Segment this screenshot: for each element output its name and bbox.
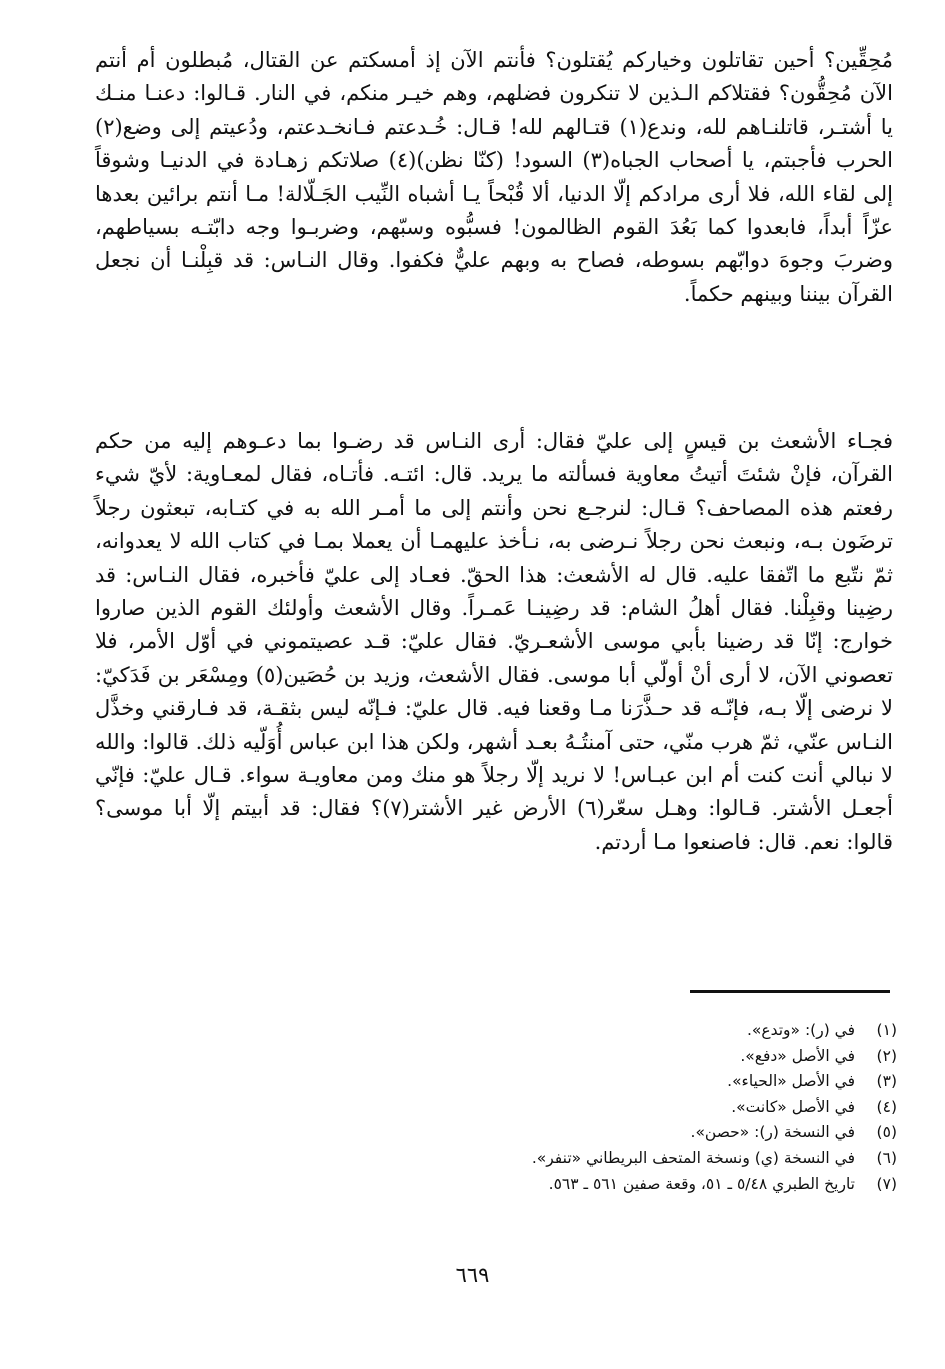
footnote-text: في النسخة (ي) ونسخة المتحف البريطاني «تنفر». — [531, 1148, 855, 1167]
footnote-number: (٧) — [876, 1174, 897, 1193]
footnote-item — [120, 1069, 897, 1095]
footnote-text: في النسخة (ر): «حصن». — [690, 1123, 855, 1142]
body-paragraph-1: مُحِقِّين؟ أحين تقاتلون وخياركم يُقتلون؟ فأنتم الآن إذ أمسكتم عن القتال، مُبطلون أم أنتم الآن مُحِقُّون؟ فقتلاكم الـذين لا تنكرون فضلهم، وهم خيـر منكم، في النار. قـالوا: دعنـا منـك يا أشتـر، قاتلنـاهم لله، وندع(١) قتـالهم لله! قـال: خُـدعتم فـانخـدعتم، ودُعيتم إلى وضع(٢) الحرب فأجبتم، يا أصحاب الجباه(٣) السود! (كنّا نظن)(٤) صلاتكم زهـادة في الدنيـا وشوقاً إلى لقاء الله، فلا أرى مرادكم إلّا الدنيا، ألا قُبْحاً يـا أشباه النِّيب الجَـلّالة! مـا أنتم برائين بعدها عزّاً أبداً، فابعدوا كما بَعُدَ القوم الظالمون! فسبُّوه وسبّهم، وضربـوا وجه دابّتـه بسياطهم، وضربَ وجوهَ دوابّهم بسوطه، فصاح به وبهم عليٌّ فكفوا. وقال النـاس: قد قبِلْنـا أن نجعل القرآن بيننا وبينهم حكماً. — [95, 48, 893, 306]
footnote-list — [120, 1018, 897, 1197]
footnote-text: في الأصل «دفع». — [740, 1046, 855, 1065]
page-number: ٦٦٩ — [455, 1263, 490, 1287]
footnote-separator — [690, 990, 890, 993]
body-paragraph-2: فجـاء الأشعث بن قيسٍ إلى عليّ فقال: أرى النـاس قد رضـوا بما دعـوهم إليه من حكم القرآن، فإنْ شئتَ أتيتُ معاوية فسألته ما يريد. قال: ائتـه. فأتـاه، فقال لمعـاوية: لأيّ شيء رفعتم هذه المصاحف؟ قـال: لنرجـع نحن وأنتم إلى ما أمـر الله به في كتـابه، تبعثون رجلاً ترضَون بـه، ونبعث نحن رجلاً نـرضى به، نـأخذ عليهمـا أن يعملا بمـا في كتاب الله لا يعدوانه، ثمّ نتّبع ما اتّفقا عليه. قال له الأشعث: هذا الحقّ. فعـاد إلى عليّ فأخبره، فقال النـاس: قد رضِينا وقبِلْنا. فقال أهلُ الشام: قد رضِينـا عَمـراً. وقال الأشعث وأولئك القوم الذين صاروا خوارج: إنّا قد رضينا بأبي موسى الأشعـريّ. فقال عليّ: قـد عصيتموني في أوّل الأمر، فلا تعصوني الآن، لا أرى أنْ أولّي أبا موسى. فقال الأشعث، وزيد بن حُصَين(٥) ومِسْعَر بن فَدَكيّ: لا نرضى إلّا بـه، فإنّـه قد حـذَّرَنا مـا وقعنا فيه. قال عليّ: فـإنّه ليس بثقـة، قد فـارقني وخذَّل النـاس عنّي، ثمّ هرب منّي، حتى آمنتُـهُ بعـد أشهر، ولكن هذا ابن عباس أُوَلّيه ذلك. قالوا: والله لا نبالي أنت كنت أم ابن عبـاس! لا نريد إلّا رجلاً هو منك ومن معاويـة سواء. قـال عليّ: فإنّي أجعـل الأشتر. قـالوا: وهـل سعّر(٦) الأرض غير الأشتر(٧)؟ فقال: قد أبيتم إلّا أبا موسى؟ قالوا: نعم. قال: فاصنعوا مـا أردتم. — [95, 429, 893, 854]
footnote-item — [120, 1044, 897, 1070]
footnote-item — [120, 1095, 897, 1121]
footnote-text: في الأصل «كانت». — [731, 1097, 855, 1116]
footnote-number: (١) — [876, 1021, 897, 1039]
footnote-item — [120, 1146, 897, 1172]
footnote-item — [120, 1120, 897, 1146]
footnote-number: (٦) — [876, 1148, 897, 1167]
footnote-text: في الأصل «الحياء». — [727, 1072, 855, 1091]
footnote-text: تاريخ الطبري ٥/٤٨ ـ ٥١، وقعة صفين ٥٦١ ـ ٥٦٣. — [548, 1174, 855, 1193]
footnote-number: (٢) — [876, 1046, 897, 1065]
footnote-item — [120, 1172, 897, 1198]
footnote-text: في (ر): «وتدع». — [746, 1021, 855, 1039]
footnote-item — [120, 1018, 897, 1044]
footnote-number: (٤) — [876, 1097, 897, 1116]
footnote-number: (٣) — [876, 1072, 897, 1091]
footnote-number: (٥) — [876, 1123, 897, 1142]
